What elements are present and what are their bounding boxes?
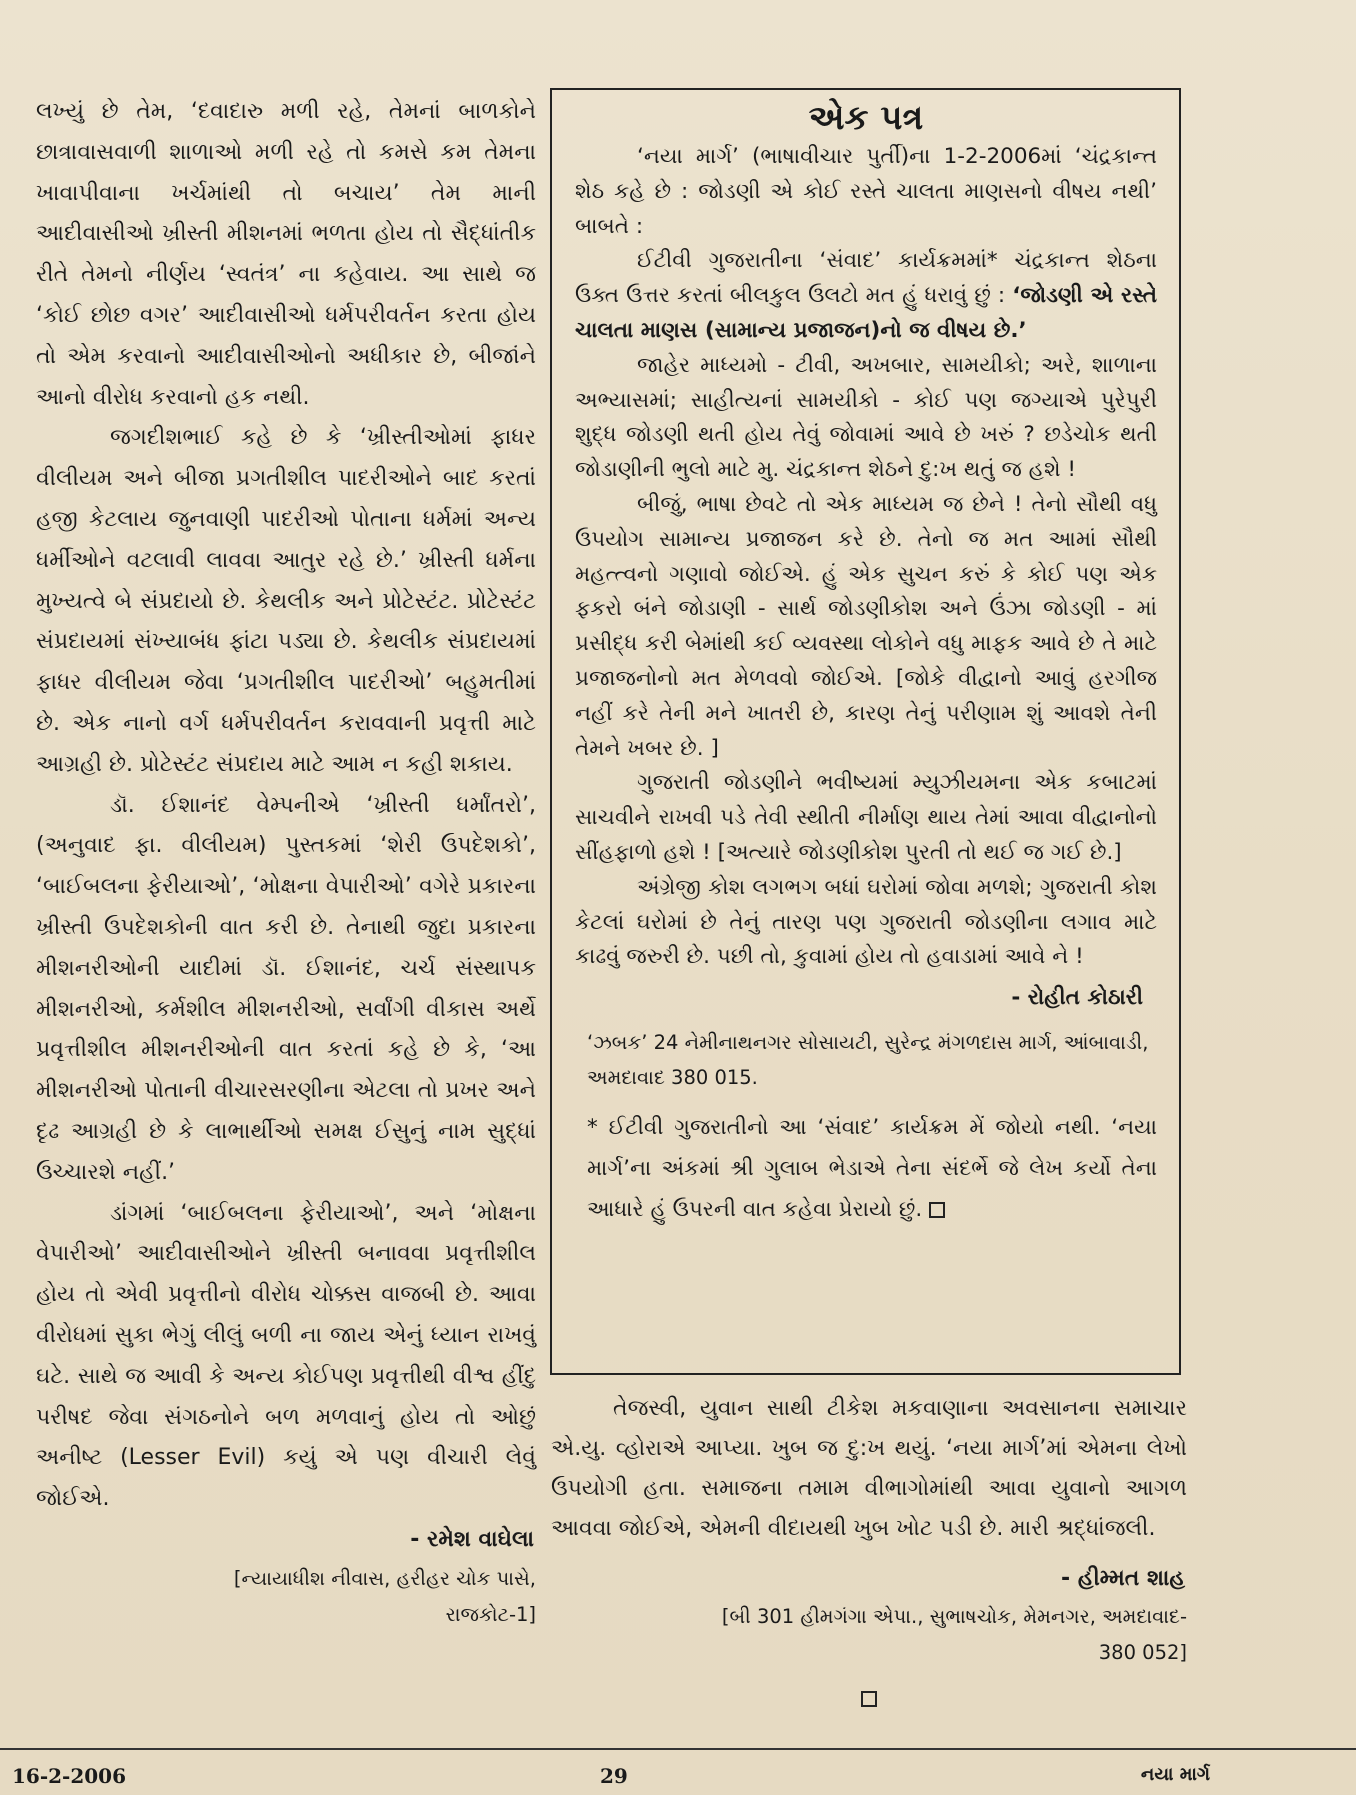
left-paragraph-4: ડાંગમાં ‘બાઈબલના ફેરીયાઓ’, અને ‘મોક્ષના વેપારીઓ’ આદીવાસીઓને ખ્રીસ્તી બનાવવા પ્રવૃત્તીશીલ હોય તો એવી પ્રવૃત્તીનો વીરોધ ચોક્કસ વાજબી છે. આવા વીરોધમાં સુકા ભેગું લીલું બળી ના જાય એનું ધ્યાન રાખવું ઘટે. સાથે જ આવી કે અન્ય કોઈપણ પ્રવૃત્તીથી વીશ્વ હીંદુ પરીષદ જેવા સંગઠનોને બળ મળવાનું હોય તો ઓછું અનીષ્ટ (Lesser Evil) કયું એ પણ વીચારી લેવું જોઈએ. xyxy=(36,1200,536,1512)
letter-paragraph-6: અંગ્રેજી કોશ લગભગ બધાં ઘરોમાં જોવા મળશે; ગુજરાતી કોશ કેટલાં ઘરોમાં છે તેનું તારણ પણ ગુજરાતી જોડણીના લગાવ માટે કાઢવું જરુરી છે. પછી તો, કુવામાં હોય તો હવાડામાં આવે ને ! xyxy=(575,874,1157,970)
letter-paragraph-2-text: ઈટીવી ગુજરાતીના ‘સંવાદ’ કાર્યક્રમમાં* ચંદ્રકાન્ત શેઠના ઉક્ત ઉત્તર કરતાં બીલકુલ ઉલટો મત હું ધરાવું છું : xyxy=(575,248,1157,309)
left-signature: - રમેશ વાઘેલા xyxy=(410,1526,534,1552)
page-footer xyxy=(0,1748,1356,1795)
end-square-icon xyxy=(929,1202,945,1218)
letter-paragraph-5: ગુજરાતી જોડણીને ભવીષ્યમાં મ્યુઝીયમના એક કબાટમાં સાચવીને રાખવી પડે તેવી સ્થીતી નીર્માણ થાય તેમાં આવા વીદ્વાનોનો સીંહફાળો હશે ! [અત્યારે જોડણીકોશ પુરતી તો થઈ જ ગઈ છે.] xyxy=(575,770,1157,865)
condolence-signature: - હીમ્મત શાહ xyxy=(1061,1566,1185,1591)
letter-title: એક પત્ર xyxy=(808,98,924,138)
letter-footnote xyxy=(575,1107,1157,1230)
left-address-line-2: રાજકોટ-1] xyxy=(445,1602,536,1626)
letter-paragraph-4: બીજું, ભાષા છેવટે તો એક માધ્યમ જ છેને ! તેનો સૌથી વધુ ઉપયોગ સામાન્ય પ્રજાજન કરે છે. તેનો જ મત આમાં સૌથી મહત્ત્વનો ગણાવો જોઈએ. હું એક સુચન કરું કે કોઈ પણ એક ફકરો બંને જોડાણી - સાર્થ જોડણીકોશ અને ઉંઝા જોડણી - માં પ્રસીદ્ધ કરી બેમાંથી કઈ વ્યવસ્થા લોકોને વધુ માફક આવે છે તે માટે પ્રજાજનોનો મત મેળવવો જોઈએ. [જોકે વીદ્વાનો આવું હરગીજ નહીં કરે તેની મને ખાતરી છે, કારણ તેનું પરીણામ શું આવશે તેની તેમને ખબર છે. ] xyxy=(575,491,1157,761)
letter-paragraph-1: ‘નયા માર્ગ’ (ભાષાવીચાર પુર્તી)ના 1-2-2006માં ‘ચંદ્રકાન્ત શેઠ કહે છે : જોડણી એ કોઈ રસ્તે ચાલતા માણસનો વીષય નથી’ બાબતે : xyxy=(575,144,1157,239)
letter-box xyxy=(550,88,1181,1375)
left-paragraph-2: જગદીશભાઈ કહે છે કે ‘ખ્રીસ્તીઓમાં ફાધર વીલીયમ અને બીજા પ્રગતીશીલ પાદરીઓને બાદ કરતાં હજી કેટલાય જુનવાણી પાદરીઓ પોતાના ધર્મમાં અન્ય ધર્મીઓને વટલાવી લાવવા આતુર રહે છે.’ ખ્રીસ્તી ધર્મના મુખ્યત્વે બે સંપ્રદાયો છે. કેથલીક અને પ્રોટેસ્ટંટ. પ્રોટેસ્ટંટ સંપ્રદાયમાં સંખ્યાબંધ ફાંટા પડ્યા છે. કેથલીક સંપ્રદાયમાં ફાધર વીલીયમ જેવા ‘પ્રગતીશીલ પાદરીઓ’ બહુમતીમાં છે. એક નાનો વર્ગ ધર્મપરીવર્તન કરાવવાની પ્રવૃત્તી માટે આગ્રહી છે. પ્રોટેસ્ટંટ સંપ્રદાય માટે આમ ન કહી શકાય. xyxy=(36,425,536,777)
bottom-right-section xyxy=(551,1389,1187,1719)
left-paragraph-3: ડૉ. ઈશાનંદ વેમ્પનીએ ‘ખ્રીસ્તી ધર્માંતરો’, (અનુવાદ ફા. વીલીયમ) પુસ્તકમાં ‘શેરી ઉપદેશકો’, ‘બાઈબલના ફેરીયાઓ’, ‘મોક્ષના વેપારીઓ’ વગેરે પ્રકારના ખ્રીસ્તી ઉપદેશકોની વાત કરી છે. તેનાથી જુદા પ્રકારના મીશનરીઓની યાદીમાં ડૉ. ઈશાનંદ, ચર્ચ સંસ્થાપક મીશનરીઓ, કર્મશીલ મીશનરીઓ, સર્વાંગી વીકાસ અર્થે પ્રવૃત્તીશીલ મીશનરીઓની વાત કરતાં કહે છે કે, ‘આ મીશનરીઓ પોતાની વીચારસરણીના એટલા તો પ્રખર અને દૃઢ આગ્રહી છે કે લાભાર્થીઓ સમક્ષ ઈસુનું નામ સુદ્ધાં ઉચ્ચારશે નહીં.’ xyxy=(36,792,536,1185)
left-address-line-1: [ન્યાયાધીશ નીવાસ, હરીહર ચોક પાસે, xyxy=(233,1566,536,1590)
left-paragraph-1: લખ્યું છે તેમ, ‘દવાદારુ મળી રહે, તેમનાં બાળકોને છાત્રાવાસવાળી શાળાઓ મળી રહે તો કમસે કમ તેમના ખાવાપીવાના ખર્ચમાંથી તો બચાય’ તેમ માની આદીવાસીઓ ખ્રીસ્તી મીશનમાં ભળતા હોય તો સૈદ્ધાંતીક રીતે તેમનો નીર્ણય ‘સ્વતંત્ર’ ના કહેવાય. આ સાથે જ ‘કોઈ છોછ વગર’ આદીવાસીઓ ધર્મપરીવર્તન કરતા હોય તો એમ કરવાનો આદીવાસીઓનો અધીકાર છે, બીજાંને આનો વીરોધ કરવાનો હક નથી. xyxy=(36,99,536,410)
letter-paragraph-2 xyxy=(575,244,1157,348)
letter-paragraph-3: જાહેર માધ્યમો - ટીવી, અખબાર, સામયીકો; અરે, શાળાના અભ્યાસમાં; સાહીત્યનાં સામયીકો - કોઈ પણ જગ્યાએ પુરેપુરી શુદ્ધ જોડણી થતી હોય તેવું જોવામાં આવે છે ખરું ? છડેચોક થતી જોડાણીની ભુલો માટે મુ. ચંદ્રકાન્ત શેઠને દુ:ખ થતું જ હશે ! xyxy=(575,352,1157,483)
end-square-icon xyxy=(861,1691,877,1707)
letter-paragraph-2-bold: ‘જોડણી એ રસ્તે ચાલતા માણસ (સામાન્ય પ્રજાજન)નો જ વીષય છે.’ xyxy=(575,283,1157,343)
condolence-paragraph: તેજસ્વી, યુવાન સાથી ટીકેશ મકવાણાના અવસાનના સમાચાર એ.યુ. વ્હોરાએ આપ્યા. ખુબ જ દુ:ખ થયું. ‘નયા માર્ગ’માં એમના લેખો ઉપયોગી હતા. સમાજના તમામ વીભાગોમાંથી આવા યુવાનો આગળ આવવા જોઈએ, એમની વીદાયથી ખુબ ખોટ પડી છે. મારી શ્રદ્ધાંજલી. xyxy=(551,1396,1187,1541)
letter-footnote-text: * ઈટીવી ગુજરાતીનો આ ‘સંવાદ’ કાર્યક્રમ મેં જોયો નથી. ‘નયા માર્ગ’ના અંકમાં શ્રી ગુલાબ ભેડાએ તેના સંદર્ભે જે લેખ કર્યો તેના આધારે હું ઉપરની વાત કહેવા પ્રેરાયો છું. xyxy=(587,1115,1157,1223)
section-end-marker xyxy=(551,1679,1187,1719)
footer-date: 16-2-2006 xyxy=(12,1764,127,1788)
letter-address: ‘ઝબક’ 24 નેમીનાથનગર સોસાયટી, સુરેન્દ્ર મંગળદાસ માર્ગ, આંબાવાડી, અમદાવાદ 380 015. xyxy=(587,1031,1149,1090)
page-number: 29 xyxy=(600,1764,628,1788)
condolence-address-line-1: [બી 301 હીમગંગા એપા., સુભાષચોક, મેમનગર, અમદાવાદ- xyxy=(721,1605,1187,1628)
letter-signature: - રોહીત કોઠારી xyxy=(1011,985,1143,1011)
condolence-address-line-2: 380 052] xyxy=(1098,1641,1187,1664)
left-column xyxy=(36,92,536,1633)
publication-name: નયા માર્ગ xyxy=(1140,1764,1210,1785)
